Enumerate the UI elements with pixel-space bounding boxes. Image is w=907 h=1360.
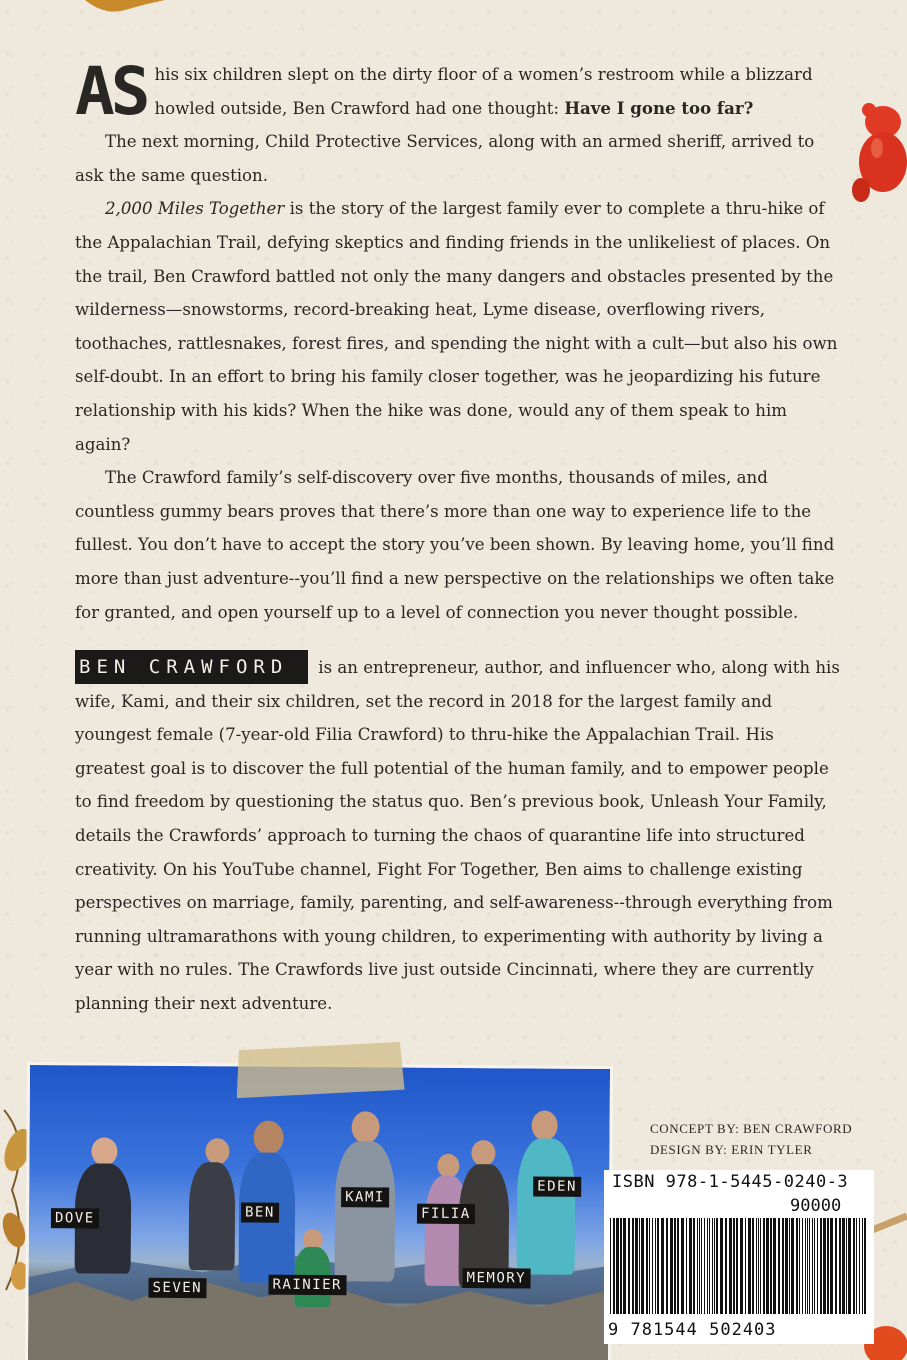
barcode-bar (646, 1218, 648, 1314)
barcode-bar (623, 1218, 626, 1314)
barcode-bar (853, 1218, 855, 1314)
barcode-bar (720, 1218, 723, 1314)
barcode-bar (791, 1218, 794, 1314)
barcode-bar (823, 1218, 826, 1314)
barcode-bar (814, 1218, 815, 1314)
barcode-bar (807, 1218, 808, 1314)
book-title: 2,000 Miles Together (105, 199, 285, 219)
barcode-bar (864, 1218, 866, 1314)
barcode-bar (613, 1218, 615, 1314)
barcode-bar (846, 1218, 847, 1314)
barcode-bar (805, 1218, 806, 1314)
barcode-bar (699, 1218, 700, 1314)
barcode-bar (733, 1218, 735, 1314)
barcode-bar (701, 1218, 702, 1314)
person-seven (189, 1162, 236, 1270)
barcode-bar (707, 1218, 708, 1314)
barcode-bar (782, 1218, 784, 1314)
barcode-bar (817, 1218, 818, 1314)
barcode-bar (842, 1218, 845, 1314)
barcode-bar (752, 1218, 754, 1314)
barcode-bar (839, 1218, 841, 1314)
label-seven: SEVEN (148, 1278, 206, 1298)
label-rainier: RAINIER (268, 1275, 346, 1296)
barcode-bar (657, 1218, 659, 1314)
person-eden (517, 1138, 576, 1274)
barcode-bar (649, 1218, 650, 1314)
price-addon: 90000 (790, 1196, 842, 1216)
twig-icon (872, 1200, 907, 1240)
barcode-bar (809, 1218, 810, 1314)
barcode-bar (666, 1218, 668, 1314)
barcode-bar (789, 1218, 790, 1314)
barcode-bar (848, 1218, 851, 1314)
label-kami: KAMI (341, 1187, 389, 1207)
blurb-paragraph-4: The Crawford family’s self-discovery over five months, thousands of miles, and countless gummy bears proves that there’s more than one way to experience life to the fullest. You don’t have to accept the story you’ve been shown. By leaving home, you’ll find more than just adventure--you’ll find a new perspective on the relationships we often take for granted, and open yourself up to a level of connection you never thought possible. (75, 468, 835, 622)
barcode-bar (745, 1218, 746, 1314)
barcode-bar (716, 1218, 718, 1314)
barcode-bar (616, 1218, 619, 1314)
barcode-bar (760, 1218, 761, 1314)
person-kami-head (352, 1111, 380, 1143)
barcode-bar (628, 1218, 630, 1314)
barcode-bar (693, 1218, 695, 1314)
gummy-bear-icon (843, 100, 907, 210)
barcode-bar (812, 1218, 813, 1314)
masking-tape (235, 1042, 404, 1098)
blurb-paragraph-3-text: is the story of the largest family ever to complete a thru-hike of the Appalachian Trail, defying skeptics and finding friends in the unlikeliest of places. On the trail, Ben Crawford battled not only the many dangers and obstacles presented by the wilderness—snowstorms, record-breaking heat, Lyme disease, overflowing rivers, toothaches, rattlesnakes, forest fires, and spending the night with a cult—but also his own self-doubt. In an effort to bring his family closer together, was he jeopardizing his future relationship with his kids? When the hike was done, would any of them speak to him again? (75, 199, 838, 454)
barcode-bar (770, 1218, 772, 1314)
barcode-bar (740, 1218, 743, 1314)
barcode-bar (766, 1218, 769, 1314)
person-seven-head (205, 1138, 229, 1164)
barcode-bar (756, 1218, 757, 1314)
leaf-icon (85, 0, 165, 20)
author-name-tag: BEN CRAWFORD (75, 650, 308, 684)
author-bio (75, 650, 845, 1021)
barcode-bar (758, 1218, 759, 1314)
concept-credit: CONCEPT BY: BEN CRAWFORD (650, 1121, 853, 1136)
label-filia: FILIA (417, 1204, 475, 1224)
barcode-bar (856, 1218, 857, 1314)
barcode-bar (704, 1218, 705, 1314)
isbn-barcode (604, 1170, 874, 1344)
barcode-bar (639, 1218, 640, 1314)
isbn-number: ISBN 978-1-5445-0240-3 (612, 1172, 849, 1192)
barcode-bar (796, 1218, 798, 1314)
person-ben-head (253, 1121, 283, 1155)
blurb-paragraph-2: The next morning, Child Protective Services, along with an armed sheriff, arrived to ask the same question. (75, 132, 815, 185)
barcode-bar (799, 1218, 800, 1314)
barcode-bars (610, 1218, 866, 1314)
drop-cap: AS (75, 53, 147, 130)
person-dove-head (91, 1137, 117, 1165)
barcode-bar (661, 1218, 664, 1314)
barcode-bar (802, 1218, 803, 1314)
blurb-paragraph-1 (75, 53, 845, 130)
barcode-bar (681, 1218, 684, 1314)
label-ben: BEN (241, 1202, 279, 1222)
barcode-bar (778, 1218, 780, 1314)
barcode-bar (674, 1218, 676, 1314)
barcode-bar (712, 1218, 713, 1314)
barcode-bar (763, 1218, 765, 1314)
barcode-bar (686, 1218, 687, 1314)
label-eden: EDEN (533, 1176, 581, 1196)
design-credit: DESIGN BY: ERIN TYLER (650, 1142, 813, 1157)
barcode-bar (736, 1218, 738, 1314)
barcode-bar (862, 1218, 863, 1314)
barcode-bar (729, 1218, 732, 1314)
barcode-bar (725, 1218, 727, 1314)
person-kami (335, 1141, 396, 1281)
barcode-digits: 9 781544 502403 (608, 1320, 777, 1340)
person-filia-head (437, 1154, 459, 1178)
barcode-bar (785, 1218, 788, 1314)
barcode-bar (635, 1218, 638, 1314)
person-eden-head (532, 1110, 558, 1140)
barcode-bar (641, 1218, 644, 1314)
barcode-bar (714, 1218, 715, 1314)
barcode-bar (773, 1218, 776, 1314)
barcode-bar (652, 1218, 653, 1314)
barcode-bar (689, 1218, 692, 1314)
barcode-bar (827, 1218, 829, 1314)
barcode-bar (820, 1218, 822, 1314)
barcode-bar (620, 1218, 622, 1314)
barcode-bar (670, 1218, 673, 1314)
author-bio-text: is an entrepreneur, author, and influencer who, along with his wife, Kami, and their six children, set the record in 2018 for the largest family and youngest female (7-year-old Filia Crawford) to thru-hike the Appalachian Trail. His greatest goal is to discover the full potential of the human family, and to empower people to find freedom by questioning the status quo. Ben’s previous book, Unleash Your Family, details the Crawfords’ approach to turning the chaos of quarantine life into structured creativity. On his YouTube channel, Fight For Together, Ben aims to challenge existing perspectives on marriage, family, parenting, and self-awareness--through everything from running ultramarathons with young children, to experimenting with authority by living a year with no rules. The Crawfords live just outside Cincinnati, where they are currently planning their next adventure. (75, 658, 840, 1013)
blurb-paragraph-3 (75, 192, 845, 461)
person-memory-head (471, 1140, 495, 1166)
credits (650, 1118, 852, 1160)
barcode-bar (697, 1218, 698, 1314)
label-memory: MEMORY (463, 1268, 531, 1288)
barcode-bar (655, 1218, 656, 1314)
barcode-bar (835, 1218, 837, 1314)
family-photo (25, 1062, 613, 1360)
barcode-bar (632, 1218, 634, 1314)
label-dove: DOVE (51, 1208, 99, 1228)
barcode-bar (830, 1218, 833, 1314)
back-cover-blurb (75, 53, 845, 629)
barcode-bar (709, 1218, 710, 1314)
barcode-bar (677, 1218, 679, 1314)
barcode-bar (859, 1218, 860, 1314)
barcode-bar (748, 1218, 751, 1314)
blurb-opening-text: his six children slept on the dirty floor of a women’s restroom while a blizzard howled outside, Ben Crawford had one thought: (154, 65, 813, 118)
barcode-bar (610, 1218, 611, 1314)
blurb-hook-question: Have I gone too far? (564, 97, 754, 118)
